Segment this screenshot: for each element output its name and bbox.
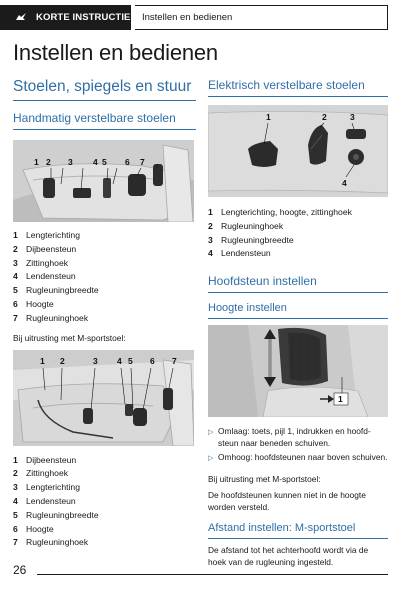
list-item: 2 Zittinghoek — [13, 468, 69, 479]
callout-5: 5 — [102, 157, 107, 167]
callout-4: 4 — [342, 178, 347, 188]
list-item: 2 Dijbeensteun — [13, 243, 77, 254]
callout-2: 2 — [322, 112, 327, 122]
headrest-figure — [208, 325, 388, 417]
callout-1: 1 — [34, 157, 39, 167]
list-item: 4 Lendensteun — [13, 271, 76, 282]
seats-mirrors-heading: Stoelen, spiegels en stuur — [13, 78, 196, 101]
triangle-bullet-icon: ▷ — [208, 429, 214, 437]
callout-2: 2 — [60, 355, 65, 366]
callout-3: 3 — [68, 157, 73, 167]
callout-7: 7 — [140, 157, 145, 167]
left-column — [13, 78, 196, 550]
electric-seat-figure — [208, 105, 388, 197]
manual-seat-figure — [13, 140, 194, 222]
callout-6: 6 — [125, 157, 130, 167]
manual-seat-legend — [13, 229, 196, 326]
msport-headrest-text: De hoofdsteunen kunnen niet in de hoogte worden versteld. — [208, 489, 366, 512]
msport-seat-figure — [13, 350, 194, 446]
callout-3: 3 — [350, 112, 355, 122]
callout-1: 1 — [266, 112, 271, 122]
quick-guide-tab — [0, 5, 131, 30]
callout-7: 7 — [172, 355, 177, 366]
list-item: 6 Hoogte — [13, 298, 54, 309]
list-item: 5 Rugleuningbreedte — [13, 509, 99, 520]
list-item: 3 Lengterichting — [13, 482, 80, 493]
height-heading: Hoogte instellen — [208, 302, 388, 319]
list-item: 3 Rugleuningbreedte — [208, 234, 294, 245]
electric-seats-heading: Elektrisch verstelbare stoelen — [208, 78, 388, 97]
footer-divider — [37, 574, 388, 575]
callout-2: 2 — [46, 157, 51, 167]
triangle-bullet-icon: ▷ — [208, 455, 214, 463]
electric-seat-illustration — [208, 105, 388, 197]
list-item: 2 Rugleuninghoek — [208, 220, 284, 231]
list-item: 4 Lendensteun — [208, 248, 271, 259]
page-title: Instellen en bedienen — [13, 40, 218, 65]
list-item: 7 Rugleuninghoek — [13, 312, 89, 323]
list-item: 4 Lendensteun — [13, 495, 76, 506]
car-icon — [14, 11, 28, 25]
callout-1: 1 — [338, 394, 343, 405]
headrest-instructions — [208, 426, 388, 465]
list-item: ▷ Omhoog: hoofdsteunen naar boven schuiven. — [208, 452, 388, 465]
section-title: Instellen en bedienen — [135, 5, 388, 30]
list-item: 6 Hoogte — [13, 523, 54, 534]
callout-3: 3 — [93, 355, 98, 366]
manual-seat-illustration — [13, 140, 194, 222]
callout-6: 6 — [150, 355, 155, 366]
distance-heading: Afstand instellen: M-sportstoel — [208, 522, 388, 539]
page-header — [0, 0, 416, 30]
msport-note-right: Bij uitrusting met M-sportstoel: — [208, 473, 321, 484]
right-column — [208, 78, 388, 568]
list-item: 1 Lengterichting, hoogte, zittinghoek — [208, 207, 352, 217]
headrest-heading: Hoofdsteun instellen — [208, 274, 388, 293]
callout-5: 5 — [128, 355, 133, 366]
callout-4: 4 — [117, 355, 122, 366]
list-item: 1 Lengterichting — [13, 230, 80, 240]
callout-4: 4 — [93, 157, 98, 167]
page-number: 26 — [13, 563, 27, 577]
electric-seat-legend — [208, 206, 388, 261]
msport-note-left: Bij uitrusting met M-sportstoel: — [13, 332, 126, 343]
manual-seats-heading: Handmatig verstelbare stoelen — [13, 111, 196, 130]
distance-text: De afstand tot het achterhoofd wordt via de hoek van de rugleuning ingesteld. — [208, 544, 369, 567]
callout-1: 1 — [40, 355, 45, 366]
list-item: 7 Rugleuninghoek — [13, 537, 89, 548]
list-item: 3 Zittinghoek — [13, 257, 69, 268]
headrest-illustration — [208, 325, 388, 417]
list-item: 1 Dijbeensteun — [13, 454, 77, 465]
list-item: ▷ Omlaag: toets, pijl 1, indrukken en hoofdsteun naar beneden schuiven. — [208, 426, 371, 448]
quick-guide-label: KORTE INSTRUCTIE — [36, 12, 131, 23]
msport-seat-legend — [13, 454, 196, 551]
list-item: 5 Rugleuningbreedte — [13, 285, 99, 296]
